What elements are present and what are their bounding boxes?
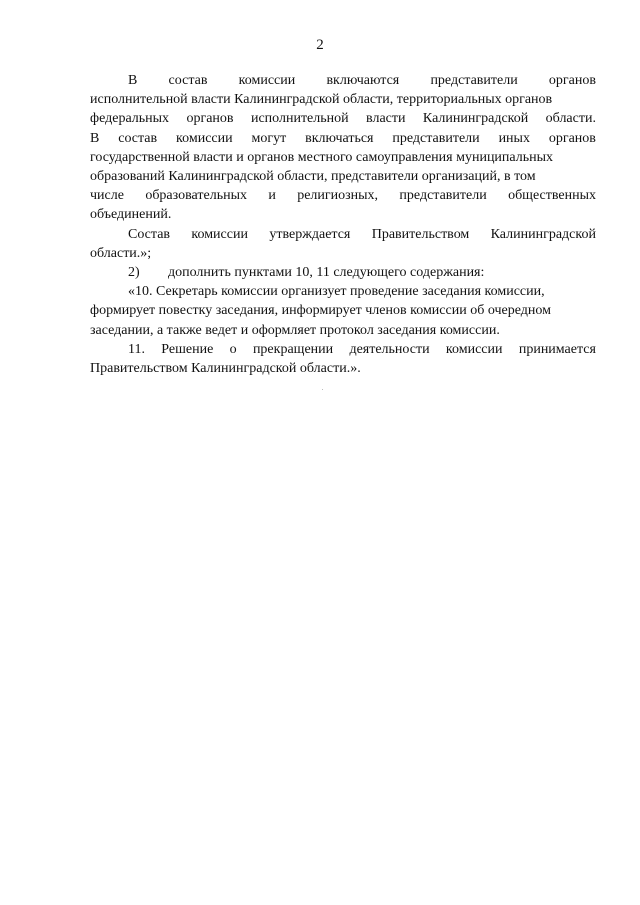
word: общественных	[508, 188, 596, 204]
text-line: заседании, а также ведет и оформляет протокол заседания комиссии.	[90, 322, 500, 338]
text-line: формирует повестку заседания, информирует членов комиссии об очередном	[90, 303, 551, 319]
word: В	[90, 130, 100, 146]
word: исполнительной	[250, 111, 349, 127]
word: 11.	[128, 341, 145, 357]
page-number: 2	[316, 37, 324, 53]
word: В	[128, 73, 138, 88]
scan-speck	[322, 389, 323, 390]
word: состав	[168, 73, 208, 88]
word: Состав	[128, 226, 171, 242]
word: представители	[399, 188, 487, 204]
word: прекращении	[252, 341, 334, 357]
text-line	[90, 129, 596, 148]
text-line	[90, 186, 596, 205]
text-line: государственной власти и органов местного самоуправления муниципальных	[90, 149, 554, 165]
paragraph-commission-approval	[90, 225, 596, 263]
paragraph-point-10	[90, 282, 596, 340]
document-body	[90, 71, 596, 378]
text-line	[90, 71, 596, 90]
word: Решение	[161, 341, 214, 357]
word: комиссии	[445, 341, 503, 357]
word: органов	[548, 73, 596, 88]
word: могут	[251, 130, 287, 146]
item-number: 2)	[128, 265, 140, 281]
text-line: исполнительной власти Калининградской области, территориальных органов	[90, 92, 553, 108]
item-text: дополнить пунктами 10, 11 следующего содержания:	[168, 265, 485, 281]
word: иных	[498, 130, 530, 146]
word: религиозных,	[297, 188, 379, 204]
word: о	[229, 341, 237, 357]
word: федеральных	[90, 111, 170, 127]
text-line: области.»;	[90, 245, 152, 261]
word: включаться	[305, 130, 374, 146]
text-line	[90, 340, 596, 359]
word: комиссии	[191, 226, 248, 242]
word: области.	[545, 111, 596, 127]
word: Правительством	[371, 226, 470, 242]
word: власти	[366, 111, 406, 127]
word: комиссии	[238, 73, 296, 88]
text-line	[90, 109, 596, 128]
word: представители	[430, 73, 518, 88]
paragraph-commission-members	[90, 71, 596, 225]
text-line: «10. Секретарь комиссии организует проведение заседания комиссии,	[128, 284, 545, 300]
word: Калининградской	[490, 226, 596, 242]
word: органов	[186, 111, 234, 127]
text-line: образований Калининградской области, представители организаций, в том	[90, 169, 536, 185]
word: и	[268, 188, 276, 204]
text-line: объединений.	[90, 207, 172, 223]
paragraph-item-2	[90, 263, 596, 282]
word: принимается	[518, 341, 596, 357]
text-line: Правительством Калининградской области.».	[90, 361, 361, 377]
word: включаются	[326, 73, 400, 88]
word: образовательных	[145, 188, 247, 204]
paragraph-point-11	[90, 340, 596, 378]
word: Калининградской	[422, 111, 529, 127]
word: органов	[548, 130, 596, 146]
word: числе	[90, 188, 124, 204]
word: комиссии	[176, 130, 233, 146]
word: утверждается	[269, 226, 351, 242]
word: представители	[392, 130, 480, 146]
text-line	[90, 225, 596, 244]
text-line	[90, 263, 596, 282]
word: состав	[118, 130, 158, 146]
word: деятельности	[349, 341, 430, 357]
